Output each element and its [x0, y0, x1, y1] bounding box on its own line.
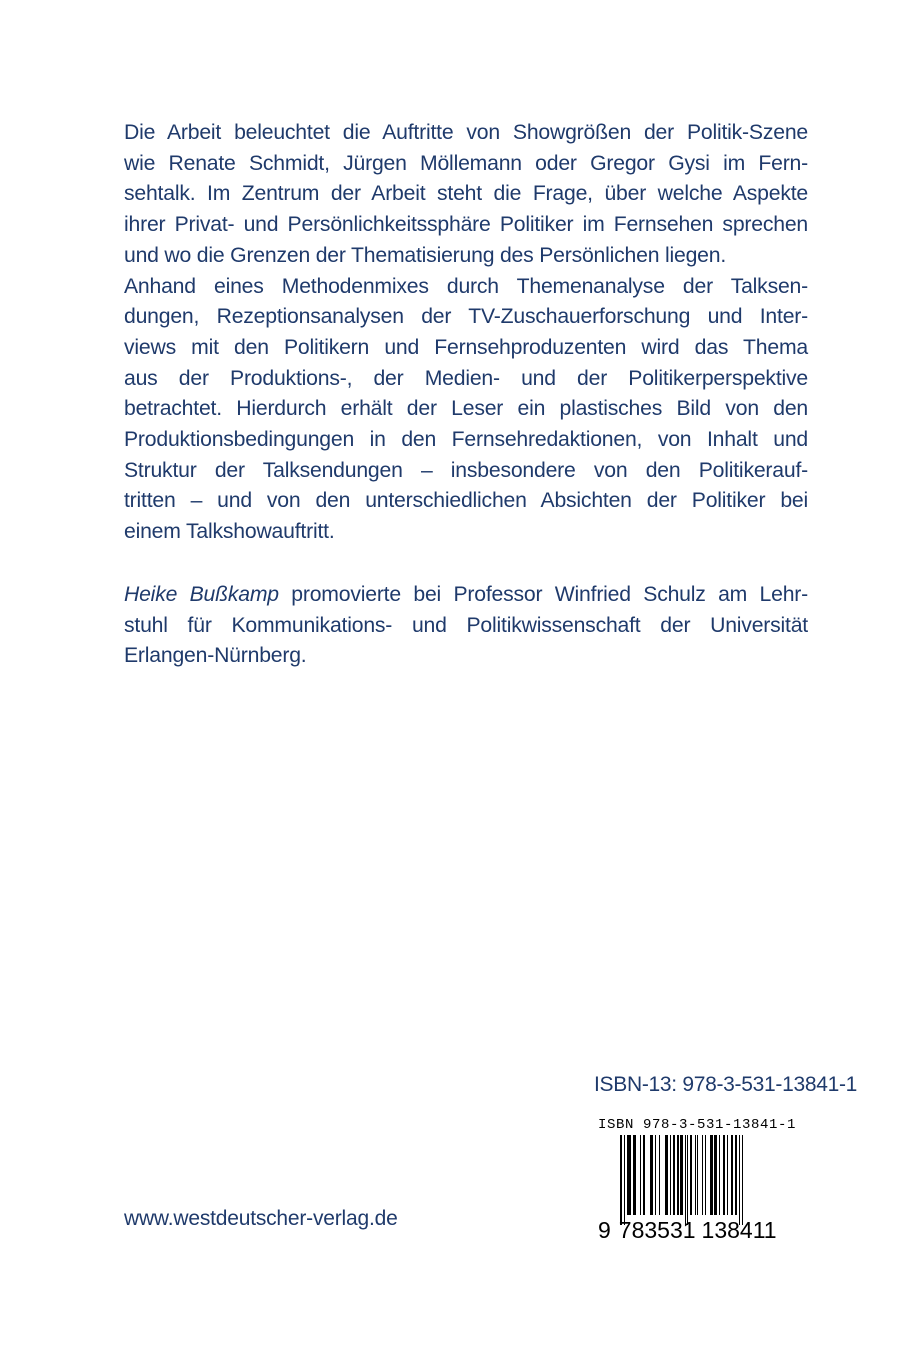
blurb-line: tritten – und von den unterschiedlichen Absichten der Politiker bei: [124, 489, 808, 513]
author-bio: [124, 580, 808, 672]
author-name: Heike Bußkamp: [124, 583, 279, 606]
barcode-isbn-label: ISBN 978-3-531-13841-1: [598, 1117, 797, 1133]
barcode-digit-first: 9: [598, 1217, 611, 1243]
bio-line: [124, 580, 808, 611]
blurb-line: dungen, Rezeptionsanalysen der TV-Zuschauerforschung und Inter-: [124, 305, 808, 329]
blurb-line: einem Talkshowauftritt.: [124, 520, 335, 544]
blurb-line: aus der Produktions-, der Medien- und der Politikerperspektive: [124, 366, 808, 390]
blurb-line: sehtalk. Im Zentrum der Arbeit steht die Frage, über welche Aspekte: [124, 182, 808, 206]
blurb-line: Anhand eines Methodenmixes durch Themenanalyse der Talksen-: [124, 274, 808, 298]
blurb-line: wie Renate Schmidt, Jürgen Möllemann oder Gregor Gysi im Fern-: [124, 151, 808, 175]
blurb-line: Die Arbeit beleuchtet die Auftritte von Showgrößen der Politik-Szene: [124, 121, 808, 144]
blurb-line: und wo die Grenzen der Thematisierung des Persönlichen liegen.: [124, 243, 727, 267]
bio-line: stuhl für Kommunikations- und Politikwissenschaft der Universität: [124, 613, 808, 637]
blurb-line: Produktionsbedingungen in den Fernsehredaktionen, von Inhalt und: [124, 428, 808, 452]
barcode-digits-right: 138411: [701, 1217, 777, 1243]
blurb-text: [124, 118, 808, 548]
blurb-line: Struktur der Talksendungen – insbesondere von den Politikerauf-: [124, 458, 808, 482]
bio-text: promovierte bei Professor Winfried Schulz am Lehr-: [278, 583, 808, 606]
isbn-barcode: [598, 1117, 797, 1245]
barcode-digits: [598, 1217, 777, 1244]
isbn-label: ISBN-13: 978-3-531-13841-1: [594, 1073, 858, 1096]
publisher-url: www.westdeutscher-verlag.de: [124, 1207, 398, 1230]
blurb-line: betrachtet. Hierdurch erhält der Leser ein plastisches Bild von den: [124, 397, 808, 421]
blurb-line: views mit den Politikern und Fernsehproduzenten wird das Thema: [124, 335, 808, 359]
bio-line: Erlangen-Nürnberg.: [124, 644, 307, 668]
barcode-digits-left: 783531: [618, 1217, 696, 1243]
blurb-line: ihrer Privat- und Persönlichkeitssphäre Politiker im Fernsehen sprechen: [124, 213, 808, 237]
